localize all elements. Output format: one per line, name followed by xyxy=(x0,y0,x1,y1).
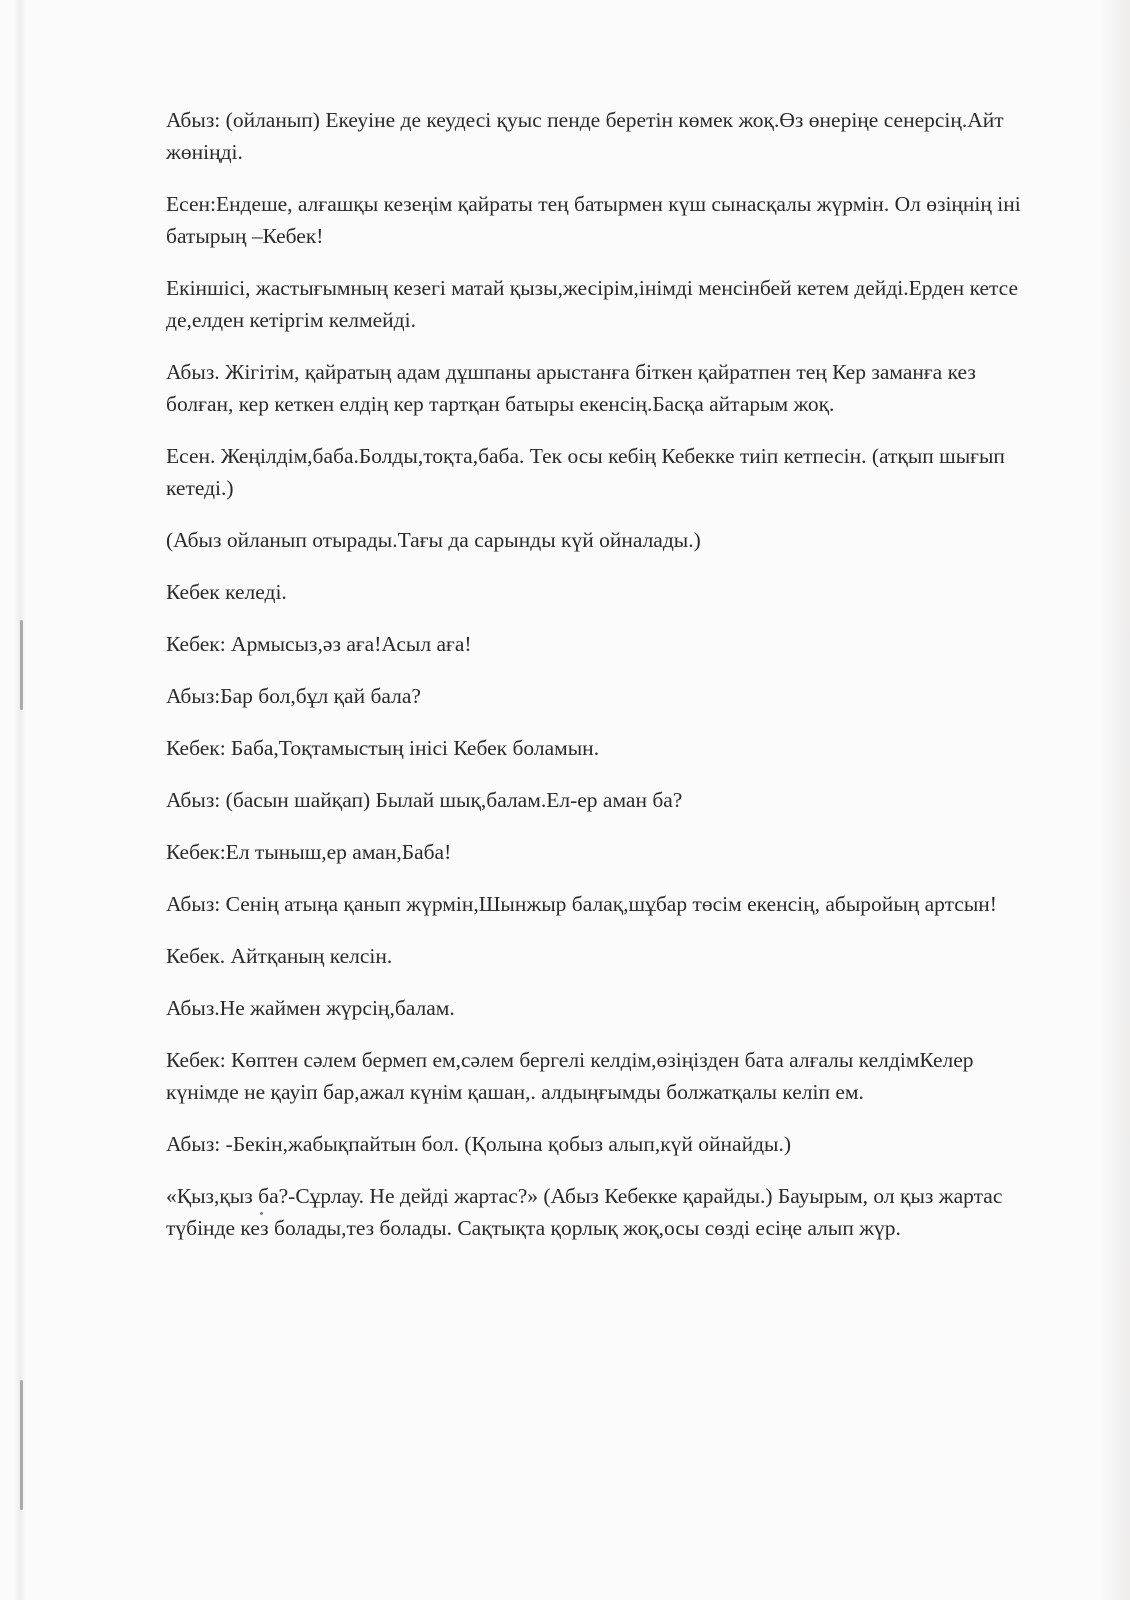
scan-mark xyxy=(20,1380,23,1510)
scan-shadow-right xyxy=(1100,0,1130,1600)
paragraph: Абыз.Не жаймен жүрсің,балам. xyxy=(166,996,455,1020)
document-body xyxy=(166,104,1046,1264)
paragraph: Кебек: Армысыз,әз аға!Асыл аға! xyxy=(166,632,472,656)
paragraph: Абыз: (басын шайқап) Былай шық,балам.Ел-ер аман ба? xyxy=(166,788,683,812)
paragraph: (Абыз ойланып отырады.Тағы да сарынды күй ойналады.) xyxy=(166,528,701,552)
paragraph: Екіншісі, жастығымның кезегі матай қызы,жесірім,інімді менсінбей кетем дейді.Ерден кетсе де,елден кетіргім келмейді. xyxy=(166,276,1019,332)
paragraph: Есен:Ендеше, алғашқы кезеңім қайраты тең батырмен күш сынасқалы жүрмін. Ол өзіңнің іні батырың –Кебек! xyxy=(166,192,1021,248)
paragraph: Кебек келеді. xyxy=(166,580,287,604)
paragraph: «Қыз,қыз ба?-Сұрлау. Не дейді жартас?» (Абыз Кебекке қарайды.) Бауырым, ол қыз жартас түбінде кез болады,тез болады. Сақтықта қорлық жоқ,осы сөзді есіңе алып жүр. xyxy=(166,1184,1003,1240)
paragraph: Абыз: (ойланып) Екеуіне де кеудесі қуыс пенде беретін көмек жоқ.Өз өнеріңе сенерсің.Айт жөніңді. xyxy=(166,108,1004,164)
paragraph: Кебек. Айтқаның келсін. xyxy=(166,944,393,968)
scan-mark xyxy=(20,620,23,710)
paragraph: Абыз: Сенің атыңа қанып жүрмін,Шынжыр балақ,шұбар төсім екенсің, абыройың артсын! xyxy=(166,892,997,916)
paragraph: Кебек:Ел тыныш,ер аман,Баба! xyxy=(166,840,452,864)
paragraph: Есен. Жеңілдім,баба.Болды,тоқта,баба. Тек осы кебің Кебекке тиіп кетпесін. (атқып шығып кетеді.) xyxy=(166,444,1005,500)
paragraph: Абыз: -Бекін,жабықпайтын бол. (Қолына қобыз алып,күй ойнайды.) xyxy=(166,1132,792,1156)
scan-shadow-left xyxy=(14,0,26,1600)
paragraph: Абыз:Бар бол,бұл қай бала? xyxy=(166,684,421,708)
paragraph: Кебек: Көптен сәлем бермеп ем,сәлем бергелі келдім,өзіңізден бата алғалы келдімКелер күнімде не қауіп бар,ажал күнім қашан,. алдыңғымды болжатқалы келіп ем. xyxy=(166,1048,974,1104)
paragraph: Кебек: Баба,Тоқтамыстың інісі Кебек боламын. xyxy=(166,736,600,760)
paragraph: Абыз. Жігітім, қайратың адам дұшпаны арыстанға біткен қайратпен тең Кер заманға кез болған, кер кеткен елдің кер тартқан батыры екенсің.Басқа айтарым жоқ. xyxy=(166,360,976,416)
